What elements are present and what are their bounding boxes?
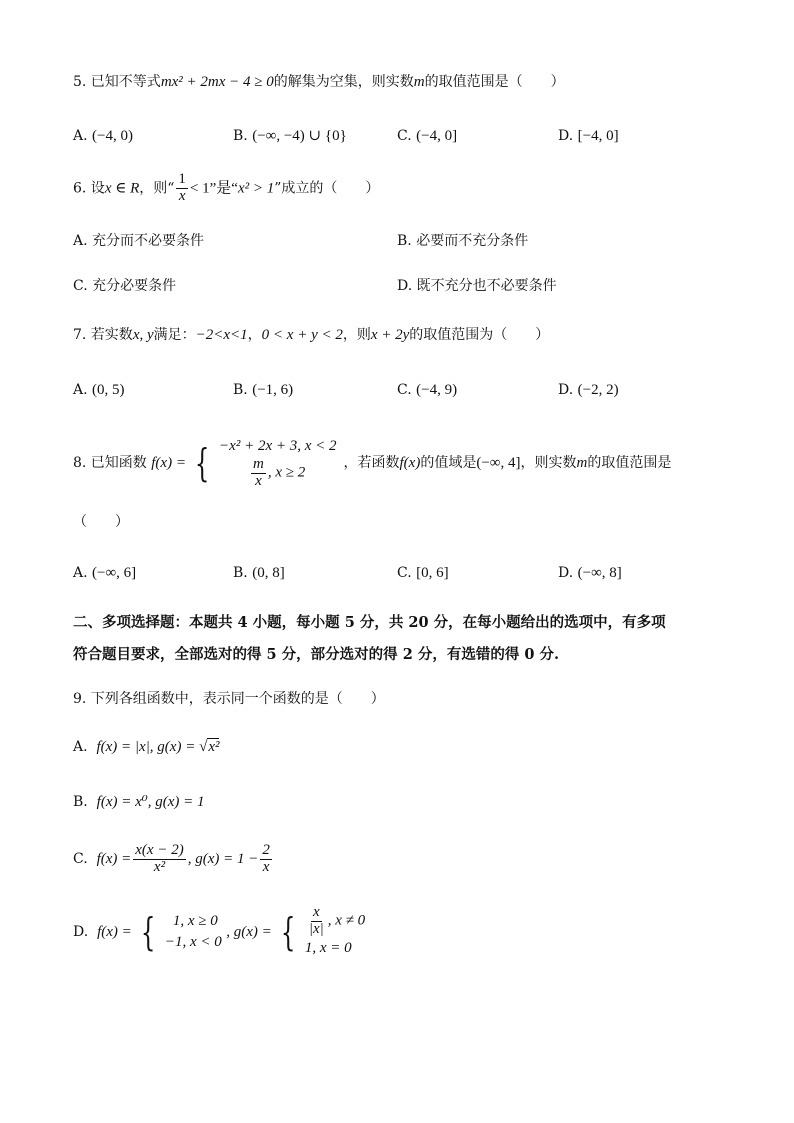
option-value: [−4, 0] [577, 128, 619, 144]
q9-d-f: f(x) = [97, 923, 132, 940]
q5-inequality: mx² + 2mx − 4 ≥ 0 [160, 74, 274, 90]
option-value: (0, 8] [252, 565, 285, 581]
q8-mid3: ，则实数 [520, 454, 577, 471]
q7-cond1: −2<x<1 [195, 327, 248, 343]
option-label: D. [558, 382, 574, 398]
q6-set: x ∈ R [104, 180, 140, 197]
q9-c-den: x² [153, 858, 166, 875]
section2-line1: 二、多项选择题：本题共 4 小题，每小题 5 分，共 20 分，在每小题给出的选项中，有多项 [73, 614, 666, 631]
option-label: A. [73, 233, 88, 249]
q8-mid2: 的值域是 [420, 454, 477, 471]
q6-frac-den: x [178, 187, 186, 204]
q9-option-d[interactable] [73, 905, 365, 959]
q9-a-expr: f(x) = |x|, g(x) = [96, 739, 200, 755]
option-value: (−4, 9) [416, 382, 458, 398]
q6-fraction [176, 172, 188, 205]
q6-option-c[interactable] [73, 276, 176, 296]
option-label: A. [73, 382, 88, 398]
q5-option-b[interactable] [233, 126, 347, 146]
option-value: (−∞, −4) ∪ {0} [252, 128, 347, 144]
q9-b-expr: f(x) = x⁰, g(x) = 1 [96, 794, 205, 810]
q9-d-f-cases [165, 911, 222, 953]
option-label: C. [397, 128, 412, 144]
option-value: 既不充分也不必要条件 [416, 278, 557, 294]
q8-case2-rest: , x ≥ 2 [267, 464, 306, 481]
q5-option-a[interactable] [73, 126, 133, 146]
q8-fx2: f(x) [399, 454, 421, 471]
option-label: C. [73, 851, 88, 867]
q7-option-c[interactable] [397, 380, 457, 400]
option-label: C. [73, 278, 88, 294]
q8-option-b[interactable] [233, 563, 285, 583]
q6-mid: ，则“ [139, 180, 175, 197]
q9-d-f-case2: −1, x < 0 [164, 933, 222, 950]
option-label: A. [73, 739, 88, 755]
q9-c-g: , g(x) = 1 − [187, 851, 259, 867]
option-label: B. [233, 382, 248, 398]
q9-c-fraction2 [260, 843, 272, 876]
q7-suffix: 的取值范围为（ ） [409, 327, 550, 343]
q9-option-c[interactable] [73, 842, 274, 876]
q8-option-d[interactable] [558, 563, 622, 583]
sqrt-icon: √ [199, 739, 208, 755]
q9-c-num2: 2 [262, 841, 270, 858]
q8-blank: （ ） [73, 514, 129, 530]
q6-cond2: x² > 1 [237, 180, 275, 197]
option-value: (−∞, 6] [92, 565, 137, 581]
q6-stem [73, 172, 379, 205]
q6-option-d[interactable] [397, 276, 557, 296]
q9-d-g-case1-rest: , x ≠ 0 [327, 912, 366, 929]
q8-cases [219, 436, 339, 490]
q7-vars: x, y [132, 327, 154, 343]
q7-option-d[interactable] [558, 380, 619, 400]
q8-range: (−∞, 4] [476, 454, 521, 471]
option-value: 充分必要条件 [92, 278, 177, 294]
q8-fx: f(x) = [151, 454, 186, 471]
q5-suffix: 的取值范围是（ ） [424, 74, 565, 90]
q6-option-a[interactable] [73, 231, 204, 251]
q7-prefix: 7. 若实数 [73, 327, 133, 343]
option-label: D. [73, 923, 89, 940]
option-label: C. [397, 565, 412, 581]
q8-mid: ，若函数 [343, 454, 400, 471]
q9-d-g-case2: 1, x = 0 [304, 939, 352, 956]
q9-stem: 9. 下列各组函数中，表示同一个函数的是（ ） [73, 691, 385, 707]
section2-line2: 符合题目要求，全部选对的得 5 分，部分选对的得 2 分，有选错的得 0 分. [73, 646, 560, 663]
option-value: (−2, 2) [577, 382, 619, 398]
q8-case2-den: x [255, 472, 262, 489]
q9-d-g-cases [305, 905, 365, 959]
option-label: D. [558, 128, 574, 144]
q5-option-d[interactable] [558, 126, 619, 146]
option-value: [0, 6] [416, 565, 449, 581]
option-label: A. [73, 565, 88, 581]
q7-stem [73, 325, 549, 345]
q6-option-b[interactable] [397, 231, 528, 251]
q8-case2-fraction [251, 457, 266, 490]
q7-option-a[interactable] [73, 380, 125, 400]
q5-var: m [413, 74, 425, 90]
option-label: B. [233, 565, 248, 581]
q7-option-b[interactable] [233, 380, 293, 400]
q7-mid: 满足： [153, 327, 196, 343]
option-value: (−4, 0] [416, 128, 458, 144]
option-value: (−1, 6) [252, 382, 294, 398]
q5-stem [73, 72, 565, 92]
option-label: A. [73, 128, 88, 144]
q6-suffix: ”成立的（ ） [274, 180, 380, 197]
q7-sep: ， [247, 327, 262, 343]
option-label: D. [558, 565, 574, 581]
q9-d-g-fraction [307, 905, 326, 938]
option-label: B. [73, 794, 88, 810]
q8-prefix: 8. 已知函数 [73, 454, 147, 471]
q6-frac-num: 1 [178, 171, 186, 187]
left-brace-icon: { [281, 909, 296, 954]
option-value: (−∞, 8] [577, 565, 622, 581]
q9-d-g-num: x [312, 904, 320, 920]
q6-cond1: < 1”是“ [189, 180, 238, 197]
option-value: (−4, 0) [92, 128, 133, 144]
left-brace-icon: { [141, 909, 156, 954]
q9-c-fraction [133, 843, 185, 876]
q5-option-c[interactable] [397, 126, 457, 146]
q9-d-g-den: |x| [308, 920, 324, 937]
q9-a-sqrt-arg: x² [208, 739, 220, 755]
q8-suffix: 的取值范围是 [587, 454, 672, 471]
option-label: B. [233, 128, 248, 144]
q8-case2 [219, 457, 339, 490]
q5-prefix: 5. 已知不等式 [73, 74, 161, 90]
q8-option-a[interactable] [73, 563, 136, 583]
q8-option-c[interactable] [397, 563, 449, 583]
q9-d-g: , g(x) = [226, 923, 272, 940]
option-value: 必要而不充分条件 [416, 233, 529, 249]
q8-var: m [576, 454, 588, 471]
q9-d-f-case1: 1, x ≥ 0 [172, 912, 218, 929]
q7-cond2: 0 < x + y < 2 [261, 327, 343, 343]
q8-stem [73, 436, 671, 490]
q9-d-g-case1 [305, 905, 365, 938]
option-label: B. [397, 233, 412, 249]
q5-mid: 的解集为空集，则实数 [273, 74, 414, 90]
q9-c-f: f(x) = [96, 851, 132, 867]
q8-case1: −x² + 2x + 3, x < 2 [219, 438, 337, 454]
option-value: (0, 5) [92, 382, 125, 398]
option-label: D. [397, 278, 413, 294]
q9-c-num: x(x − 2) [135, 841, 184, 858]
option-label: C. [397, 382, 412, 398]
option-value: 充分而不必要条件 [92, 233, 205, 249]
q9-option-b[interactable] [73, 792, 205, 812]
q9-c-den2: x [262, 858, 270, 875]
q7-target: x + 2y [370, 327, 410, 343]
q8-case2-num: m [253, 456, 264, 472]
q9-option-a[interactable] [73, 737, 219, 757]
left-brace-icon: { [195, 440, 210, 485]
q7-mid2: ，则 [342, 327, 371, 343]
q6-prefix: 6. 设 [73, 180, 105, 197]
